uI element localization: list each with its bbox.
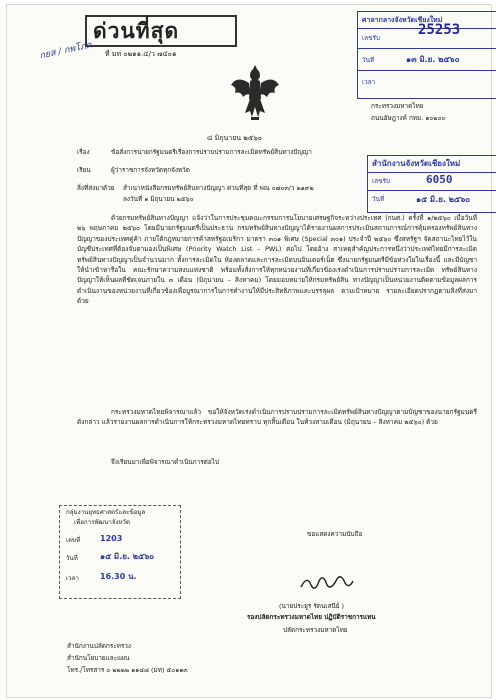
body-paragraph-3: จึงเรียนมาเพื่อพิจารณาดำเนินการต่อไป xyxy=(111,458,219,466)
to-text: ผู้ว่าราชการจังหวัดทุกจังหวัด xyxy=(111,166,190,174)
doc-number: ที่ มท ๐๒๑๑.๔/ว ๗๔๐๑ xyxy=(105,50,177,58)
footer-phone: โทร./โทรสาร ๐ ๒๒๒๒ ๑๑๔๘ (มท) ๕๐๑๑๓ xyxy=(67,666,188,674)
signer-title: รองปลัดกระทรวงมหาดไทย ปฏิบัติราชการแทน xyxy=(247,613,376,621)
stamp-no-label: เลขรับ xyxy=(362,34,380,42)
province-receive-stamp xyxy=(357,11,496,99)
stamp-no-label: เลขที่ xyxy=(66,537,81,544)
stamp-no-value: 6050 xyxy=(426,173,453,186)
stamp-no-label: เลขรับ xyxy=(372,177,390,185)
stamp-time-label: เวลา xyxy=(66,575,79,582)
footer-office: สำนักงานปลัดกระทรวง xyxy=(67,642,132,650)
document-page xyxy=(6,4,492,698)
signer-title-2: ปลัดกระทรวงมหาดไทย xyxy=(283,626,348,634)
ministry-address: ถนนอัษฎางค์ กทม. ๑๐๒๐๐ xyxy=(371,114,446,122)
closing-salutation: ขอแสดงความนับถือ xyxy=(307,530,363,538)
stamp-date-value: ๑๕ มิ.ย. ๒๕๖๐ xyxy=(100,552,155,561)
stamp-time-value: 16.30 น. xyxy=(100,572,137,581)
stamp-date-label: วันที่ xyxy=(372,195,385,203)
stamp-title-1: กลุ่มงานยุทธศาสตร์และข้อมูล xyxy=(66,509,146,516)
reference-line2: ลงวันที่ ๑ มิถุนายน ๒๕๖๐ xyxy=(123,195,194,203)
garuda-emblem-icon xyxy=(229,61,281,121)
stamp-time-label: เวลา xyxy=(362,78,376,86)
body-paragraph-1: ด้วยกรมทรัพย์สินทางปัญญา แจ้งว่าในการประชุมคณะกรรมการนโยบายเศรษฐกิจระหว่างประเทศ (กนศ.) ครั้งที่ ๑/๒๕๖๐ เมื่อวันที่ ๒๖ พฤษภาคม ๒๕๖๐ โดยมีนายกรัฐมนตรีเป็นประธาน กรมทรัพย์สินทางปัญญาได้รายงานผลการประเมินสถานการณ์การคุ้มครองทรัพย์สินทางปัญญาของประเทศคู่ค้า ภายใต้กฎหมายการค้าสหรัฐอเมริกา มาตรา ๓๐๑ พิเศษ (Special ๓๐๑) ประจำปี ๒๕๖๐ ซึ่งสหรัฐฯ จัดสถานะไทยไว้ในบัญชีประเทศที่ต้องจับตามองเป็นพิเศษ (Priority Watch List – PWL) ต่อไป โดยอ้าง สาเหตุสำคัญประการหนึ่งว่าประเทศไทยมีการละเมิดทรัพย์สินทางปัญญาเป็นจำนวนมาก ทั้งการละเมิดใน ห้องตลาดและการละเมิดบนอินเตอร์เน็ต ซึ่งนายกรัฐมนตรีมีข้อห่วงใยในเรื่องนี้ และมีบัญชาให้นำเข้าหารือใน คณะรักษาความสงบแห่งชาติ พร้อมทั้งสั่งการให้ทุกหน่วยงานที่เกี่ยวข้องเร่งดำเนินการปราบปรามการละเมิด ทรัพย์สินทางปัญญาให้เห็นผลที่ชัดเจนภายใน ๓ เดือน (มิถุนายน – สิงหาคม) โดยมอบหมายให้กรมทรัพย์สิน ทางปัญญาเป็นหน่วยงานติดตามข้อมูลผลการดำเนินงานของหน่วยงานที่เกี่ยวข้องเพื่อบูรณาการในการทำงานให้มีประสิทธิภาพและบรรลุผล ตามเป้าหมาย รายละเอียดปรากฏตามสิ่งที่ส่งมาด้วย xyxy=(77,214,477,306)
document-date: ๘ มิถุนายน ๒๕๖๐ xyxy=(207,134,262,142)
stamp-date-value: ๑๕ มิ.ย. ๒๕๖๐ xyxy=(416,195,471,204)
stamp-date-value: ๑๓ มิ.ย. ๒๕๖๐ xyxy=(406,55,460,64)
subject-label: เรื่อง xyxy=(77,148,90,156)
stamp-title: ศาลากลางจังหวัดเชียงใหม่ xyxy=(362,16,443,24)
stamp-date-label: วันที่ xyxy=(362,56,375,64)
stamp-no-value: 1203 xyxy=(100,534,123,543)
stamp-title: สำนักงานจังหวัดเชียงใหม่ xyxy=(372,159,461,168)
reference-line1: สำเนาหนังสือกรมทรัพย์สินทางปัญญา ด่วนที่สุด ที่ พณ ๐๗๐๓/ว ๒๑๙๒ xyxy=(123,184,314,192)
stamp-date-label: วันที่ xyxy=(66,555,78,562)
ministry-name: กระทรวงมหาดไทย xyxy=(371,102,424,110)
subject-text: ข้อสั่งการนายกรัฐมนตรีเรื่องการปราบปรามการละเมิดทรัพย์สินทางปัญญา xyxy=(111,148,312,156)
signer-name: (นายประยูร รัตนเสนีย์ ) xyxy=(279,602,344,610)
reference-label: สิ่งที่ส่งมาด้วย xyxy=(77,184,115,192)
stamp-title-2: เพื่อการพัฒนาจังหวัด xyxy=(74,519,131,526)
office-receive-stamp xyxy=(367,155,496,213)
handwritten-signature xyxy=(297,571,357,595)
body-paragraph-2: กระทรวงมหาดไทยพิจารณาแล้ว ขอให้จังหวัดเร่งดำเนินการปราบปรามการละเมิดทรัพย์สินทางปัญญาตามบัญชาของนายกรัฐมนตรีดังกล่าว แล้วรายงานผลการดำเนินการให้กระทรวงมหาดไทยทราบ ทุกสิ้นเดือน ในห้วงสามเดือน (มิถุนายน – สิงหาคม ๒๕๖๐) ด้วย xyxy=(77,408,477,427)
handwritten-note: กยส / กพโภค xyxy=(38,40,93,62)
footer-division: สำนักนโยบายและแผน xyxy=(67,654,130,662)
to-label: เรียน xyxy=(77,166,91,174)
strategy-group-stamp xyxy=(59,505,181,599)
stamp-no-value: 25253 xyxy=(418,22,461,38)
urgent-label: ด่วนที่สุด xyxy=(93,18,180,43)
